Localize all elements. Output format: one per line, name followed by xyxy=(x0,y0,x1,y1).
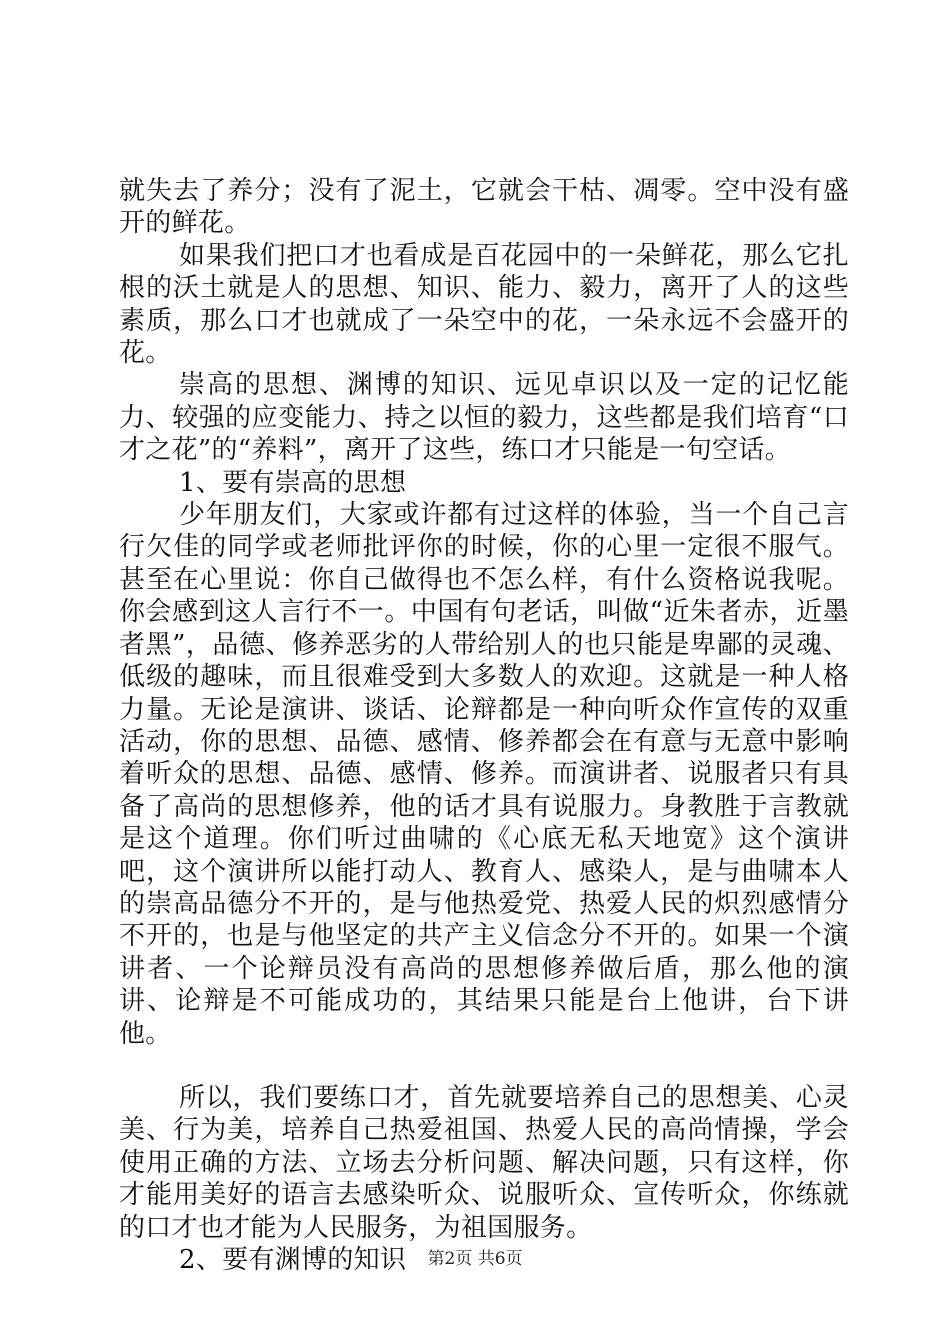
section-heading-2: 2、要有渊博的知识 xyxy=(179,1245,407,1275)
paragraph-3: 崇高的思想、渊博的知识、远见卓识以及一定的记忆能力、较强的应变能力、持之以恒的毅力，这些都是我们培育“口才之花”的“养料”，离开了这些，练口才只能是一句空话。 xyxy=(119,370,849,466)
section-heading-1: 1、要有崇高的思想 xyxy=(179,467,407,498)
paragraph-5: 所以，我们要练口才，首先就要培养自己的思想美、心灵美、行为美，培养自己热爱祖国、热爱人民的高尚情操，学会使用正确的方法、立场去分析问题、解决问题，只有这样，你才能用美好的语言去感染听众、说服听众、宣传听众，你练就的口才也才能为人民服务，为祖国服务。 xyxy=(119,1082,849,1243)
document-body xyxy=(119,175,849,1276)
paragraph-gap xyxy=(119,1050,849,1082)
paragraph-1: 就失去了养分；没有了泥土，它就会干枯、凋零。空中没有盛开的鲜花。 xyxy=(119,176,849,239)
paragraph-2: 如果我们把口才也看成是百花园中的一朵鲜花，那么它扎根的沃土就是人的思想、知识、能力、毅力，离开了人的这些素质，那么口才也就成了一朵空中的花，一朵永远不会盛开的花。 xyxy=(119,240,849,369)
page-footer: 第2页 共6页 xyxy=(427,1249,523,1269)
paragraph-4: 少年朋友们，大家或许都有过这样的体验，当一个自己言行欠佳的同学或老师批评你的时候，你的心里一定很不服气。甚至在心里说：你自己做得也不怎么样，有什么资格说我呢。你会感到这人言行不一。中国有句老话，叫做“近朱者赤，近墨者黑”，品德、修养恶劣的人带给别人的也只能是卑鄙的灵魂、低级的趣味，而且很难受到大多数人的欢迎。这就是一种人格力量。无论是演讲、谈话、论辩都是一种向听众作宣传的双重活动，你的思想、品德、感情、修养都会在有意与无意中影响着听众的思想、品德、感情、修养。而演讲者、说服者只有具备了高尚的思想修养，他的话才具有说服力。身教胜于言教就是这个道理。你们听过曲啸的《心底无私天地宽》这个演讲吧，这个演讲所以能打动人、教育人、感染人，是与曲啸本人的崇高品德分不开的，是与他热爱党、热爱人民的炽烈感情分不开的，也是与他坚定的共产主义信念分不开的。如果一个演讲者、一个论辩员没有高尚的思想修养做后盾，那么他的演讲、论辩是不可能成功的，其结果只能是台上他讲，台下讲他。 xyxy=(119,500,849,1049)
